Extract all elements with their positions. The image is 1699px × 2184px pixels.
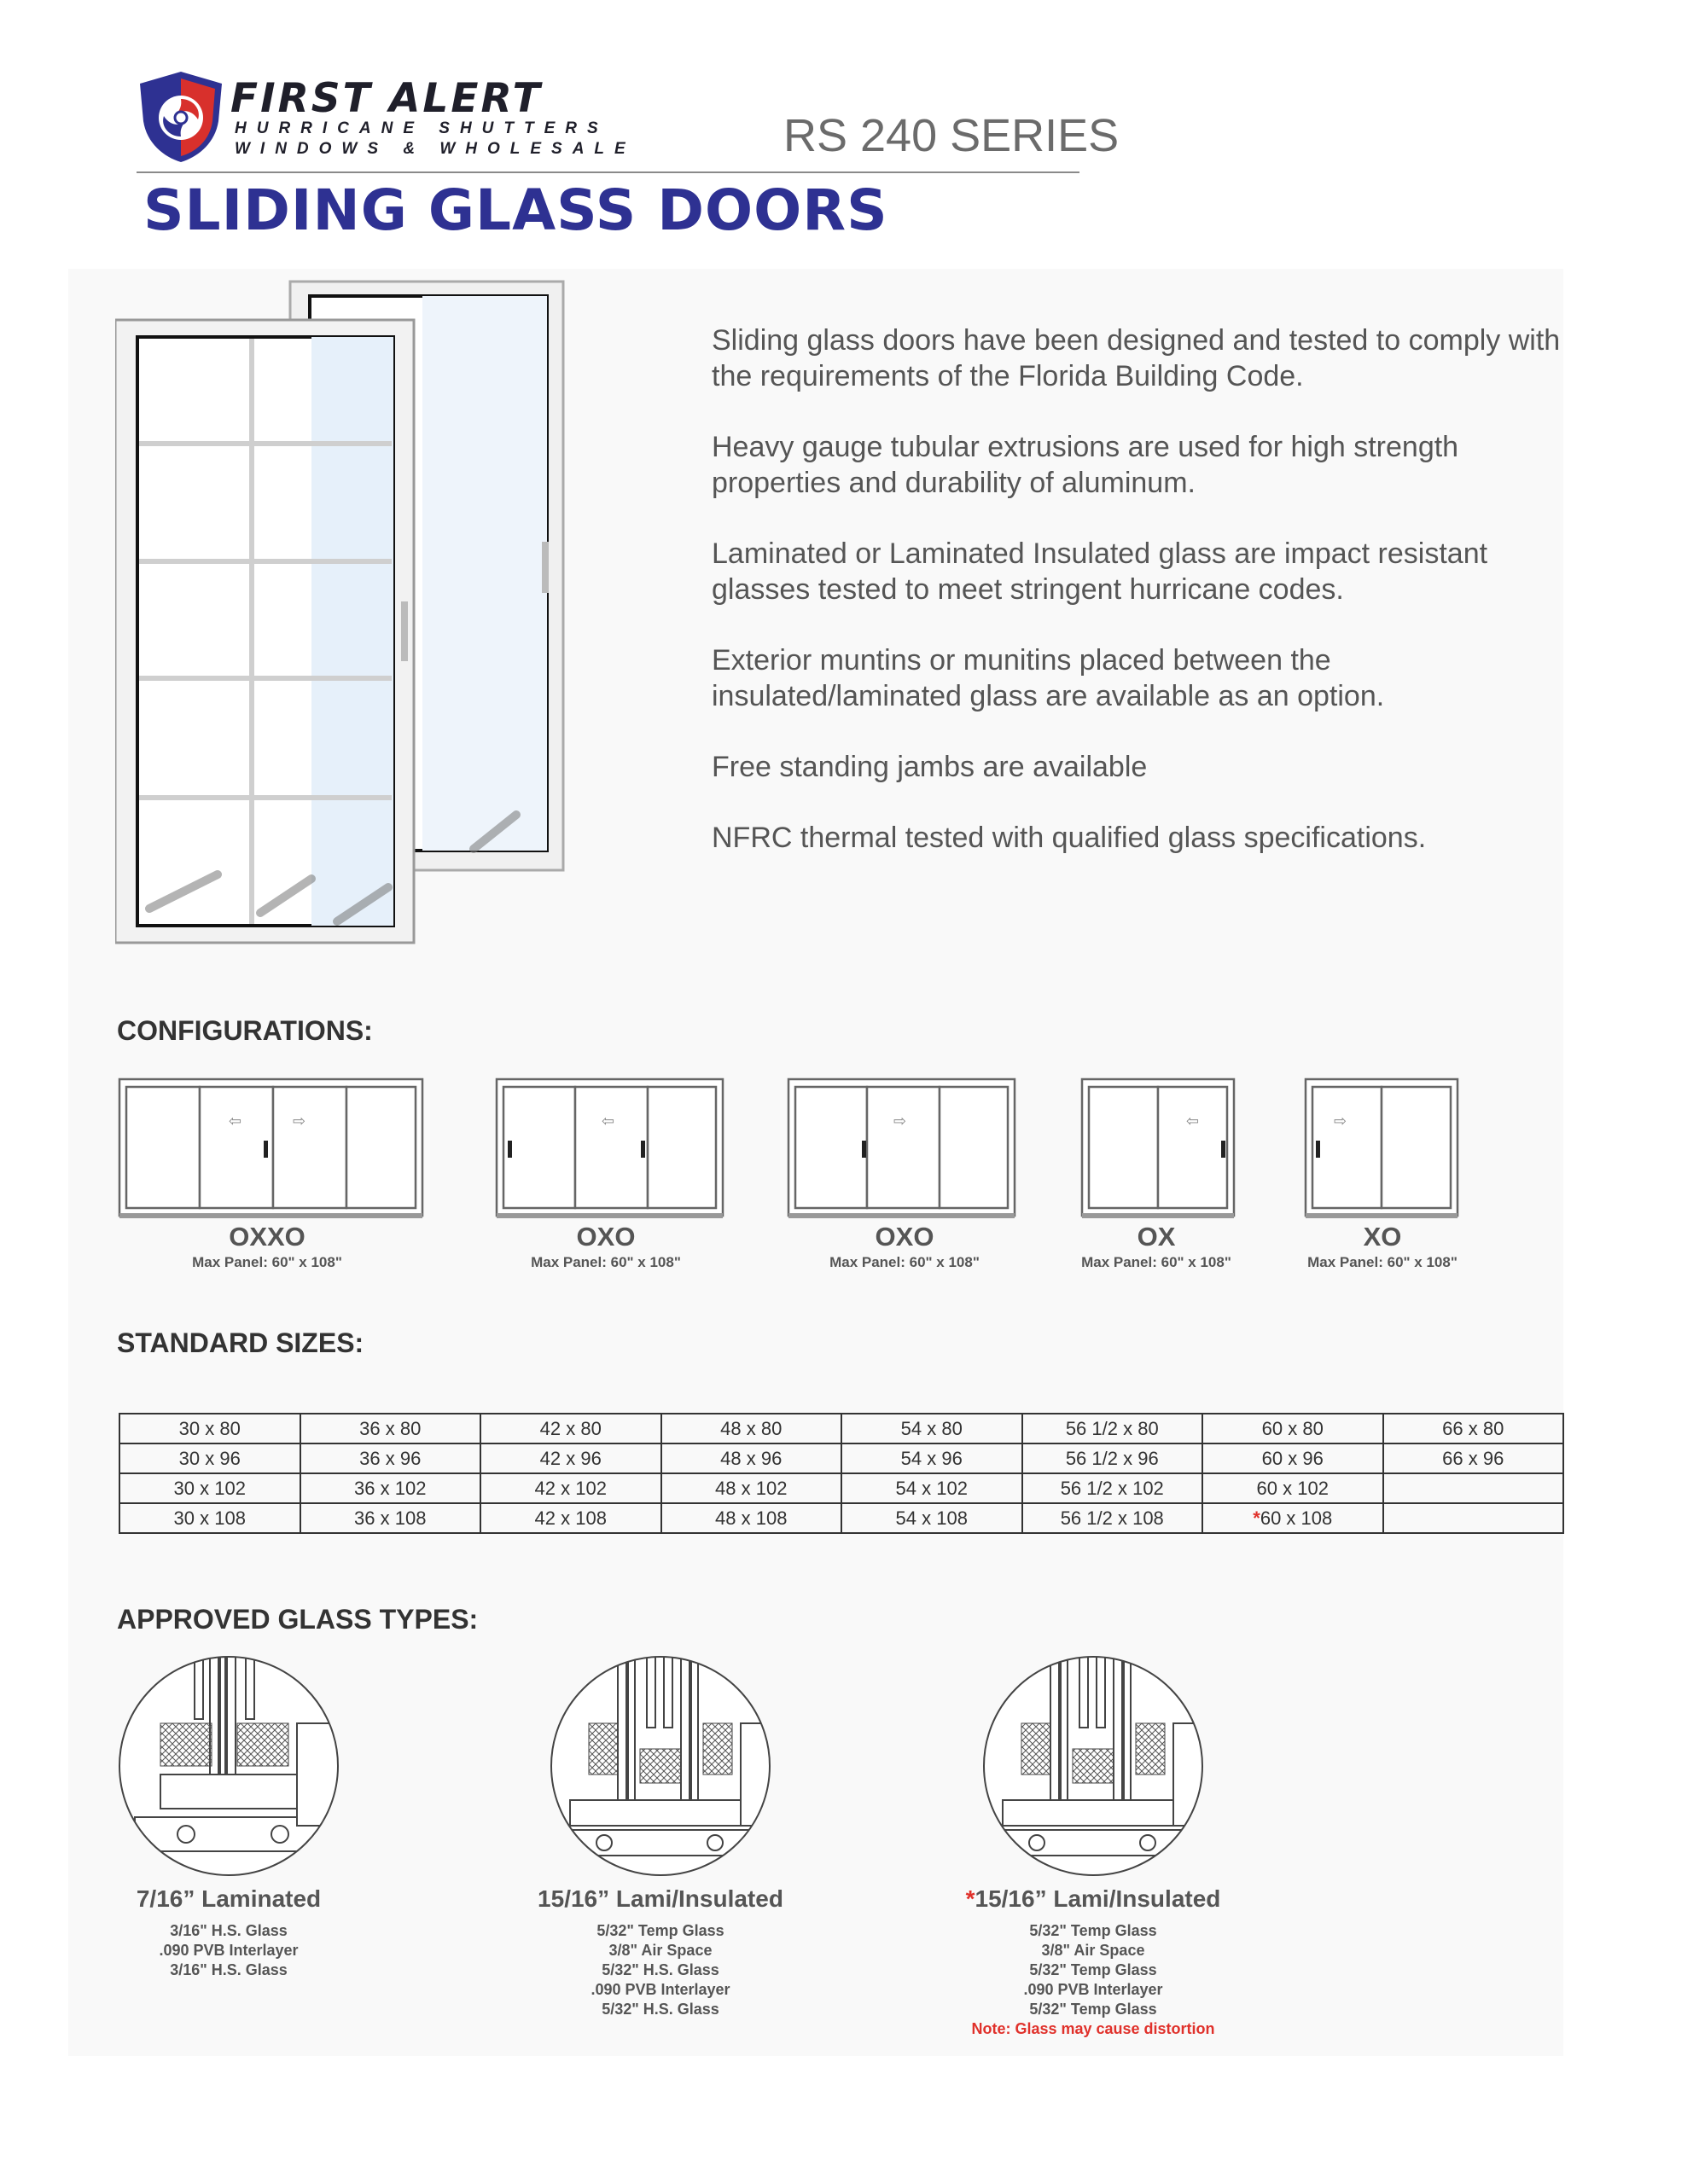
glass-type-specs: 5/32" Temp Glass 3/8" Air Space 5/32" H.S. Glass .090 PVB Interlayer 5/32" H.S. Glass: [591, 1922, 730, 2018]
config-xo-diagram: [1306, 1079, 1458, 1216]
table-row: [119, 1414, 1563, 1443]
brand-name: FIRST ALERT: [230, 75, 543, 122]
size-cell: 54 x 108: [841, 1503, 1022, 1533]
size-cell: 48 x 102: [661, 1473, 842, 1503]
glass-type-title: 7/16” Laminated: [136, 1885, 322, 1912]
size-cell: 56 1/2 x 102: [1022, 1473, 1203, 1503]
size-cell: 60 x 102: [1202, 1473, 1383, 1503]
size-cell: 30 x 102: [119, 1473, 300, 1503]
size-cell: 54 x 80: [841, 1414, 1022, 1443]
shield-logo-icon: [137, 68, 225, 164]
size-cell: 60 x 96: [1202, 1443, 1383, 1473]
glass-section-lami-insulated: [551, 1655, 783, 1875]
description-paragraph: Free standing jambs are available: [712, 751, 1148, 783]
configuration-diagrams: [118, 1077, 1466, 1222]
description: [712, 322, 1565, 891]
size-cell: 56 1/2 x 80: [1022, 1414, 1203, 1443]
size-cell: 36 x 108: [300, 1503, 481, 1533]
asterisk-mark: *: [1253, 1507, 1260, 1529]
series-label: RS 240 SERIES: [783, 110, 1120, 161]
glass-type-specs: 5/32" Temp Glass 3/8" Air Space 5/32" Temp Glass .090 PVB Interlayer 5/32" Temp Glass Note: Glass may cause distortion: [922, 1921, 1264, 2039]
configurations-heading: CONFIGURATIONS:: [117, 1015, 373, 1046]
svg-text:⇨: ⇨: [1334, 1112, 1347, 1130]
brand-tagline-1: HURRICANE SHUTTERS: [235, 119, 608, 137]
config-name: OXXO: [229, 1222, 305, 1252]
asterisk-mark: *: [965, 1885, 975, 1912]
table-row: [119, 1503, 1563, 1533]
size-cell: 36 x 102: [300, 1473, 481, 1503]
glass-section-lami-insulated-temp: [984, 1655, 1210, 1875]
size-cell: 54 x 102: [841, 1473, 1022, 1503]
config-name: XO: [1363, 1222, 1402, 1252]
size-cell: [1383, 1503, 1564, 1533]
header-divider: [137, 171, 1079, 173]
size-cell: [1383, 1473, 1564, 1503]
config-max-panel: Max Panel: 60" x 108": [1307, 1254, 1458, 1270]
size-cell: 48 x 108: [661, 1503, 842, 1533]
config-max-panel: Max Panel: 60" x 108": [829, 1254, 980, 1270]
brand-tagline-2: WINDOWS & WHOLESALE: [235, 140, 636, 158]
glass-type-title: 15/16” Lami/Insulated: [538, 1885, 783, 1912]
page-title: SLIDING GLASS DOORS: [143, 177, 888, 243]
config-max-panel: Max Panel: 60" x 108": [531, 1254, 681, 1270]
size-cell: 30 x 96: [119, 1443, 300, 1473]
size-cell: 54 x 96: [841, 1443, 1022, 1473]
size-cell: 30 x 80: [119, 1414, 300, 1443]
description-paragraph: NFRC thermal tested with qualified glass specifications.: [712, 822, 1427, 854]
size-cell-value: 60 x 108: [1260, 1507, 1333, 1529]
glass-type-title: *15/16” Lami/Insulated: [965, 1885, 1221, 1912]
description-paragraph: Laminated or Laminated Insulated glass are impact resistant glasses tested to meet stringent hurricane codes.: [712, 537, 1488, 606]
svg-text:⇨: ⇨: [893, 1112, 907, 1130]
standard-sizes-table: [119, 1413, 1564, 1534]
size-cell: 66 x 96: [1383, 1443, 1564, 1473]
size-cell: 48 x 80: [661, 1414, 842, 1443]
logo: [137, 68, 225, 164]
size-cell: 60 x 80: [1202, 1414, 1383, 1443]
size-cell: 48 x 96: [661, 1443, 842, 1473]
size-cell: 42 x 96: [480, 1443, 661, 1473]
size-cell: 30 x 108: [119, 1503, 300, 1533]
sliding-door-image: [115, 277, 593, 951]
description-paragraph: Exterior muntins or munitins placed between the insulated/laminated glass are available as an option.: [712, 644, 1385, 712]
config-name: OXO: [875, 1222, 934, 1252]
glass-cross-sections: [118, 1655, 1210, 1885]
glass-section-laminated: [119, 1655, 348, 1875]
config-oxo-diagram-2: [788, 1079, 1015, 1216]
size-cell: 56 1/2 x 96: [1022, 1443, 1203, 1473]
size-cell: 36 x 80: [300, 1414, 481, 1443]
description-paragraph: Sliding glass doors have been designed and tested to comply with the requirements of the Florida Building Code.: [712, 324, 1561, 392]
size-cell: 36 x 96: [300, 1443, 481, 1473]
svg-text:⇦: ⇦: [229, 1112, 242, 1130]
size-cell: 42 x 108: [480, 1503, 661, 1533]
description-paragraph: Heavy gauge tubular extrusions are used for high strength properties and durability of aluminum.: [712, 431, 1459, 499]
config-oxxo-diagram: [119, 1079, 422, 1216]
size-cell: 66 x 80: [1383, 1414, 1564, 1443]
table-row: [119, 1443, 1563, 1473]
size-cell: 56 1/2 x 108: [1022, 1503, 1203, 1533]
svg-text:⇦: ⇦: [1186, 1112, 1200, 1130]
standard-sizes-heading: STANDARD SIZES:: [117, 1327, 364, 1358]
size-cell: 42 x 80: [480, 1414, 661, 1443]
table-row: [119, 1473, 1563, 1503]
config-ox-diagram: [1082, 1079, 1234, 1216]
size-cell: [1202, 1503, 1383, 1533]
config-name: OX: [1137, 1222, 1176, 1252]
config-max-panel: Max Panel: 60" x 108": [1081, 1254, 1231, 1270]
glass-type-specs: 3/16" H.S. Glass .090 PVB Interlayer 3/16" H.S. Glass: [159, 1922, 299, 1978]
distortion-note: Note: Glass may cause distortion: [971, 2020, 1215, 2037]
glass-types-heading: APPROVED GLASS TYPES:: [117, 1604, 479, 1635]
size-cell: 42 x 102: [480, 1473, 661, 1503]
svg-text:⇨: ⇨: [293, 1112, 306, 1130]
config-max-panel: Max Panel: 60" x 108": [192, 1254, 342, 1270]
svg-text:⇦: ⇦: [602, 1112, 615, 1130]
config-oxo-diagram-1: [497, 1079, 723, 1216]
config-name: OXO: [576, 1222, 636, 1252]
